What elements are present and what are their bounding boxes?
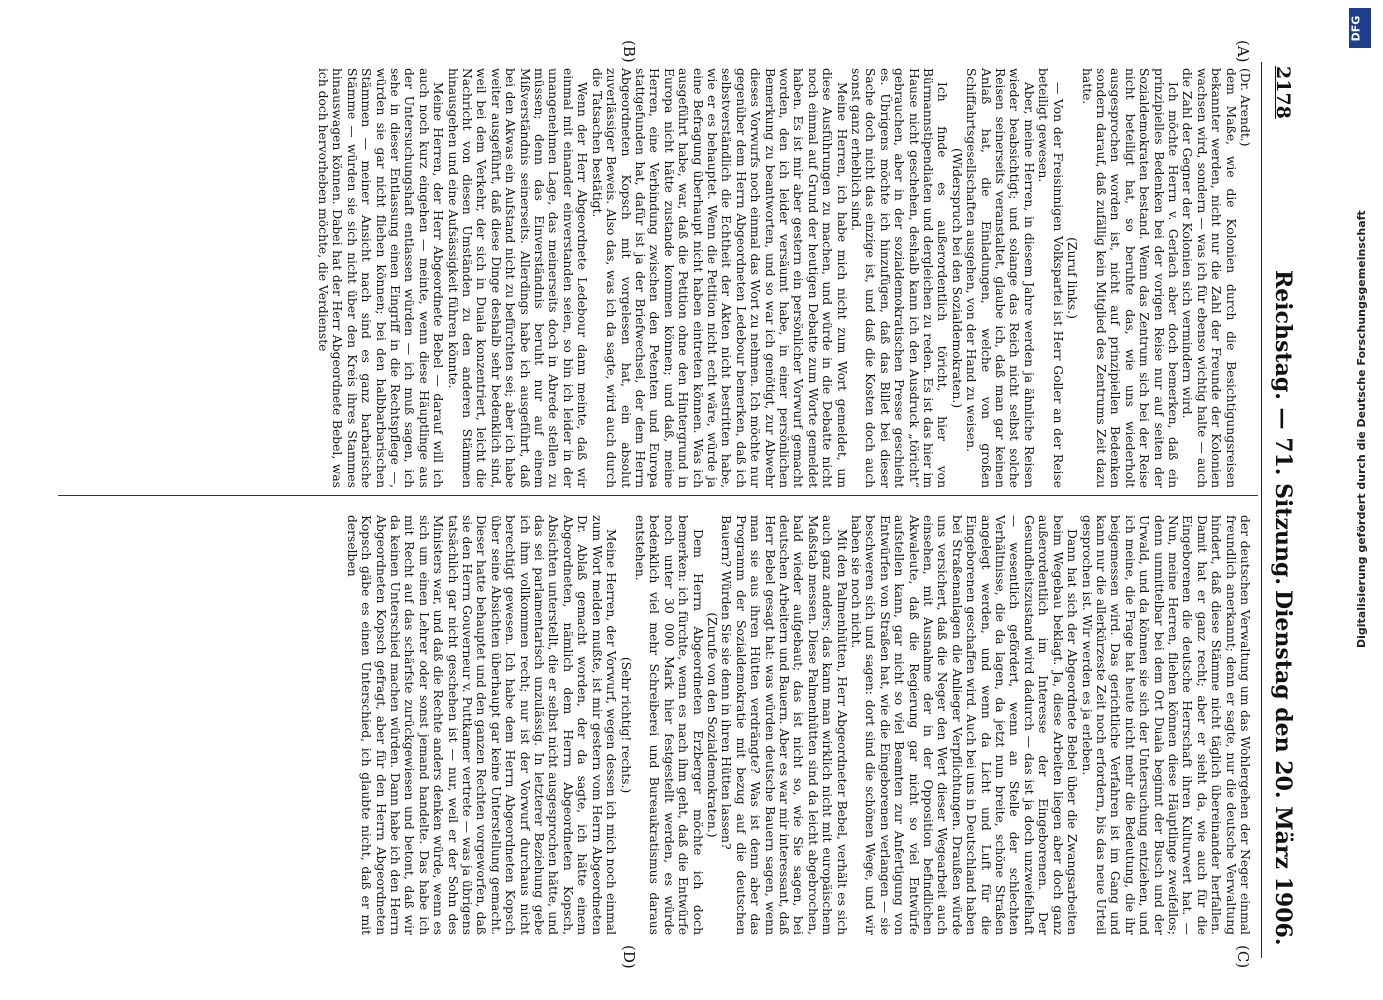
margin-mark-d: (D)	[620, 945, 638, 969]
header-rule	[1261, 62, 1262, 958]
paragraph: der deutschen Verwaltung um das Wohlergehen der Neger einmal freundlich anerkannt; denn er sagte, nur die deutsche Verwaltung hindert, daß diese Stämme nicht täglich übereinander herfallen. Damit hat er ganz recht; aber er sieht da, wie auch für die Eingeborenen die deutsche Herrschaft ihren Kulturwert hat. — Nun, meine Herren, fliehen können diese Häuptlinge zweifellos; denn unmittelbar bei dem Ort Duala beginnt der Busch und der Urwald, und da können sie sich der Untersuchung entziehen, und ich meine, die Frage hat heute nicht mehr die Bedeutung, die ihr beigemessen wird. Das gerichtliche Verfahren ist im Gang und kann nur die allerkürzeste Zeit noch erfordern, bis das neue Urteil gesprochen ist. Wir werden es ja erleben.	[1079, 515, 1252, 935]
dfg-logo: DFG	[1349, 8, 1371, 48]
paragraph: — Von der Freisinnigen Volkspartei ist Herr Goller an der Reise beteiligt gewesen.	[1036, 68, 1065, 488]
paragraph: Meine Herren, der Vorwurf, wegen dessen ich mich noch einmal zum Wort melden mußte, ist mir gestern vom Herrn Abgeordneten Dr. Ablaß gemacht worden, der da sagte, ich hätte einem Abgeordneten, nämlich dem Herrn Abgeordneten Kopsch, Absichten unterstellt, die er selbst nicht ausgesprochen hätte, und das sei parlamentarisch unzulässig. In letzterer Beziehung gebe ich ihm vollkommen recht; nur ist der Vorwurf durchaus nicht berechtigt gewesen. Ich habe dem Herrn Abgeordneten Kopsch über seine Absichten überhaupt gar keine Unterstellung gemacht. Dieser hatte behauptet und den ganzen Rechten vorgeworfen, daß sie den Herrn Gouverneur v. Puttkamer vertrete — was ja übrigens tatsächlich gar nicht geschehen ist — nur, weil er der Sohn des Ministers war, und daß die Rechte anders denken würde, wenn es sich um einen Lehrer oder sonst jemand handelte. Das habe ich mit Recht auf das schärfste zurückgewiesen und betont, daß wir da keinen Unterschied machen würden. Dann habe ich den Herrn Abgeordneten Kopsch gefragt, aber für den Herrn Abgeordneten Kopsch gäbe es einen Unterschied, ich glaubte nicht, daß er mit derselben	[344, 515, 619, 935]
paragraph: dem Maße, wie die Kolonien durch die Besichtigungsreisen bekannter werden, nicht nur die Zahl der Freunde der Kolonien wachsen wird, sondern — was ich für ebenso wichtig halte — auch die Zahl der Gegner der Kolonien sich vermindern wird.	[1180, 68, 1238, 488]
speaker-label: (Dr. Arendt.)	[1238, 68, 1252, 147]
page-header	[1266, 40, 1300, 960]
margin-mark-a: (A)	[1234, 40, 1252, 63]
margin-mark-c: (C)	[1234, 945, 1252, 969]
right-text-column	[344, 515, 1252, 935]
interjection: (Zurufe von den Sozialdemokraten.)	[704, 612, 719, 838]
paragraph: Wenn der Herr Abgeordnete Ledebour dann meinte, daß wir einmal mit einander einverstanden seien, so bin ich leider in der unangenehmen Lage, das meinerseits doch in Abrede stellen zu müssen; denn das Einverständnis beruht nur auf einem Mißverständnis seinerseits. Allerdings habe ich ausgeführt, daß bei den Akwas ein Aufstand nicht zu befürchten sei; aber ich habe weiter ausgeführt, daß diese Dinge deshalb sehr bedenklich sind, weil bei dem Verkehr, der sich in Duala konzentriert, leicht die Nachricht von diesen Umständen zu den anderen Stämmen hinausgehen und eine Aufsässigkeit führen könnte.	[445, 68, 590, 488]
session-title: Reichstag. — 71. Sitzung.	[1270, 270, 1296, 586]
session-date: Dienstag den 20. März 1906.	[1270, 590, 1296, 946]
rotated-document-page	[8, 0, 1338, 1000]
credit-text: Digitalisierung gefördert durch die Deutsche Forschungsgemeinschaft	[1355, 210, 1368, 648]
paragraph: Mit den Palmenhütten, Herr Abgeordneter Bebel, verhält es sich auch ganz anders; das kann man wirklich nicht mit europäischem Maßstab messen. Diese Palmenhütten sind da leicht abgebrochen, bald wieder aufgebaut; das ist nicht so, wie Sie sagen, bei deutschen Arbeitern und Bauern. Aber es war mir interessant, daß Herr Bebel gesagt hat: was würden deutsche Bauern sagen, wenn man sie aus ihren Hütten verdrängte? Was ist denn aber das Programm der Sozialdemokratie mit bezug auf die deutschen Bauern? Würden Sie sie denn in ihren Hütten lassen?	[719, 515, 849, 935]
paragraph: Ich möchte Herrn v. Gerlach aber doch bemerken, daß ein prinzipielles Bedenken bei der vorigen Reise nur auf seiten der Sozialdemokraten bestand. Wenn das Zentrum sich bei der Reise nicht beteiligt hat, so beruhte das, wie uns wiederholt ausgesprochen worden ist, nicht auf prinzipiellen Bedenken sondern darauf, daß zufällig kein Mitglied des Zentrums Zeit dazu hatte.	[1079, 68, 1180, 488]
column-divider	[58, 495, 1258, 496]
paragraph: Dann hat sich der Abgeordnete Bebel über die Zwangsarbeiten beim Wegebau beklagt. Ja, diese Arbeiten liegen aber doch ganz außerordentlich im Interesse der Eingeborenen. Der Gesundheitszustand wird dadurch — das ist ja doch unzweifelhaft — wesentlich gefördert, wenn an Stelle der schlechten Verhältnisse, die da lagen, da jetzt nun breite, schöne Straßen angelegt werden, und wenn da Licht und Luft für die Eingeborenen geschaffen wird. Auch bei uns in Deutschland haben bei Straßenanlagen die Anlieger Verpflichtungen. Draußen würde uns versichert, daß die Neger den Wert dieser Wegearbeit auch einsehen, mit Ausnahme der in der Opposition befindlichen Akwaleute, daß die Regierung gar nicht so viel Entwürfe aufstellen kann, gar nicht so viel Beamten zur Anfertigung von Entwürfen von Straßen hat, wie die Eingeborenen verlangen — sie beschweren sich und sagen: dort sind die schönen Wege, und wir haben sie noch nicht.	[849, 515, 1080, 935]
left-text-column	[316, 68, 1252, 488]
interjection: (Zuruf links.)	[1065, 237, 1080, 319]
digitization-credit	[1343, 8, 1379, 992]
paragraph: Ich finde es außerordentlich töricht, hier von Bürmannstipendiaten und dergleichen zu reden. Es ist das hier im Hause nicht geschehen, deshalb kann ich den Ausdruck „töricht“ gebrauchen, aber in der sozialdemokratischen Presse geschieht es. Übrigens möchte ich hinzufügen, daß das Billet bei dieser Sache doch nicht das einzige ist, und daß die Kosten doch auch sonst ganz erheblich sind.	[849, 68, 950, 488]
interjection: (Widerspruch bei den Sozialdemokraten.)	[949, 147, 964, 409]
paragraph: Meine Herren, der Herr Abgeordnete Bebel — darauf will ich auch noch kurz eingehen — meinte, wenn diese Häuptlinge aus der Untersuchungshaft entlassen würden — ich muß sagen, ich sehe in dieser Entlassung einen Eingriff in die Rechtspflege —, würden sie gar nicht fliehen können; bei den halbbarbarischen Stämmen — meiner Ansicht nach sind es ganz barbarische Stämme — würden sie sich nicht über den Kreis ihres Stammes hinauswagen können. Dabei hat der Herr Abgeordnete Bebel, was ich doch hervorheben möchte, die Verdienste	[316, 68, 446, 488]
paragraph: Aber, meine Herren, in diesem Jahre werden ja ähnliche Reisen wieder beabsichtigt; und solange das Reich nicht selbst solche Reisen seinerseits veranstaltet, glaube ich, daß man gar keinen Anlaß hat, die Einladungen, welche von großen Schiffahrtsgesellschaften ausgehen, von der Hand zu weisen.	[964, 68, 1036, 488]
margin-mark-b: (B)	[620, 40, 638, 63]
paragraph: Dem Herrn Abgeordneten Erzberger möchte ich doch bemerken: ich fürchte, wenn es nach ihm geht, daß die Entwürfe noch unter 30 000 Mark hier festgestellt werden, es würde bedenklich viel mehr Schreiberei und Bureaukratismus daraus entstehen.	[632, 515, 705, 935]
paragraph: Meine Herren, ich habe mich nicht zum Wort gemeldet, um diese Ausführungen zu machen, und würde in die Debatte nicht noch einmal auf Grund der heutigen Debatte zum Worte gemeldet haben. Es ist mir aber gestern ein persönlicher Vorwurf gemacht worden, den ich leider versäumt habe, in einer persönlichen Bemerkung zu beantworten, und so war ich genötigt, zur Abwehr dieses Vorwurfs noch einmal das Wort zu nehmen. Ich möchte nur gegenüber dem Herrn Abgeordneten Ledebour bemerken, daß ich selbstverständlich die Echtheit der Akten nicht bestritten habe, wie er es behauptet. Wenn die Petition nicht echt wäre, würde ja eine Befragung überhaupt nicht haben eintreten können. Was ich ausgeführt habe, war, daß die Petition ohne den Hintergrund in Europa nicht hätte zustande kommen können; und daß, meine Herren, eine Verbindung zwischen den Petenten und Europa stattgefunden hat, dafür ist ja der Briefwechsel, der dem Herrn Abgeordneten Kopsch mit vorgelesen hat, ein absolut zuverlässiger Beweis. Also das, was ich da sagte, wird auch durch die Tatsachen bestätigt.	[589, 68, 849, 488]
interjection: (Sehr richtig! rechts.)	[618, 656, 633, 794]
page-number: 2178	[1272, 66, 1294, 119]
